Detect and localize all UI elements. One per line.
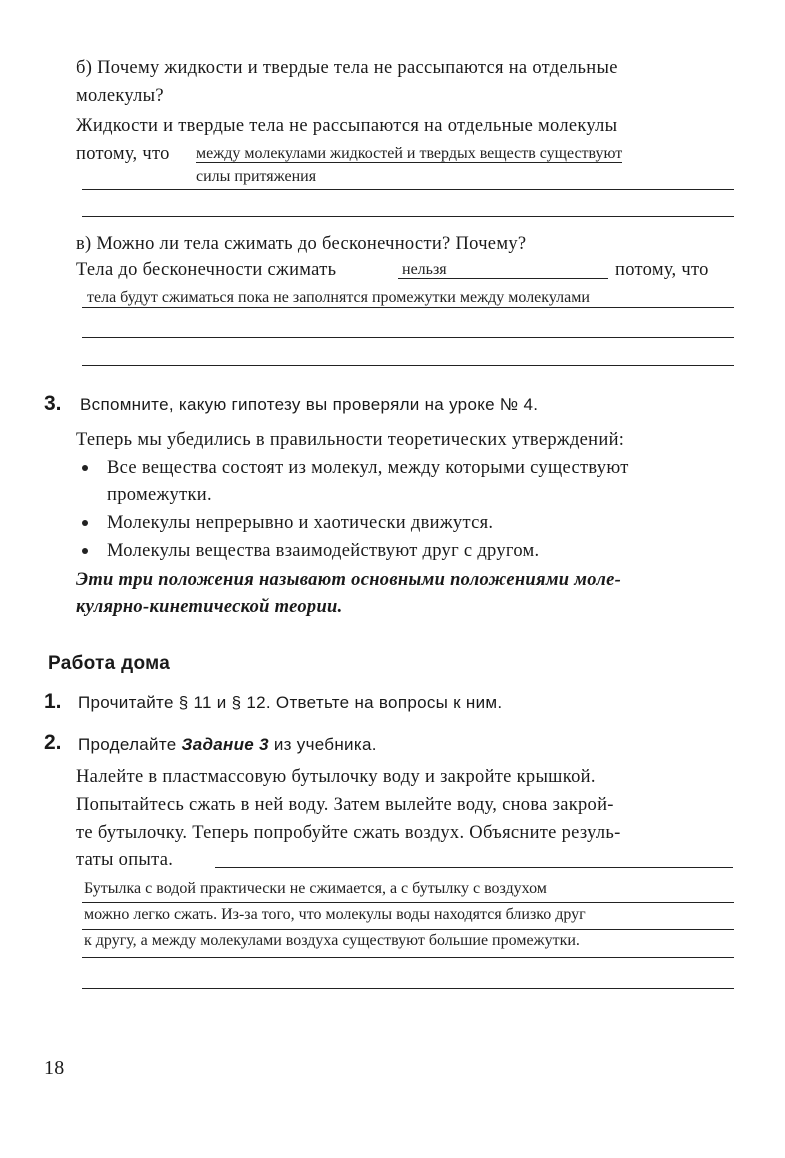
answer-line [82,307,734,308]
homework-answer[interactable]: Бутылка с водой практически не сжимается, а с бутылку с воздухом [84,880,547,897]
question-v-prompt-cont: потому, что [615,260,709,280]
homework-item [78,734,377,756]
answer-line [82,216,734,217]
homework-item: Прочитайте § 11 и § 12. Ответьте на вопросы к ним. [78,693,503,712]
homework-item-number: 2. [44,731,62,754]
task-title: Вспомните, какую гипотезу вы проверяли на уроке № 4. [80,395,539,414]
homework-item-suffix: из учебника. [273,735,377,754]
instruction-text: Попытайтесь сжать в ней воду. Затем вылейте воду, снова закрой- [76,795,614,815]
answer-line [82,988,734,989]
question-b-text: б) Почему жидкости и твердые тела не рассыпаются на отдельные [76,58,618,78]
question-b-answer-cont[interactable]: силы притяжения [196,168,317,185]
bullet-item-cont: промежутки. [107,485,212,505]
question-b-prompt: Жидкости и твердые тела не рассыпаются на отдельные молекулы [76,116,618,136]
bullet-icon [82,465,88,471]
question-b-prompt-cont: потому, что [76,144,170,164]
question-b-text-cont: молекулы? [76,86,164,106]
homework-heading: Работа дома [48,653,171,674]
answer-line [215,867,733,868]
conclusion-text: Эти три положения называют основными положениями моле- [76,570,622,590]
question-v-text: в) Можно ли тела сжимать до бесконечности? Почему? [76,234,527,254]
instruction-text: Налейте в пластмассовую бутылочку воду и закройте крышкой. [76,767,596,787]
homework-answer[interactable]: к другу, а между молекулами воздуха существуют большие промежутки. [84,932,580,949]
bullet-item: Молекулы вещества взаимодействуют друг с другом. [107,541,540,561]
task-number: 3. [44,392,62,415]
bullet-icon [82,548,88,554]
conclusion-text-cont: кулярно-кинетической теории. [76,597,343,617]
instruction-text: таты опыта. [76,850,174,870]
answer-line [82,902,734,903]
bullet-item: Молекулы непрерывно и хаотически движутся. [107,513,494,533]
instruction-text: те бутылочку. Теперь попробуйте сжать воздух. Объясните резуль- [76,823,621,843]
answer-line [82,189,734,190]
answer-line [82,337,734,338]
homework-item-prefix: Проделайте [78,735,177,754]
question-v-prompt: Тела до бесконечности сжимать [76,260,337,280]
question-v-answer[interactable]: тела будут сжиматься пока не заполнятся промежутки между молекулами [87,289,590,306]
answer-line [398,278,608,279]
answer-line [82,365,734,366]
textbook-task-ref: Задание 3 [181,735,269,754]
question-v-short-answer[interactable]: нельзя [402,261,447,278]
answer-text: между молекулами жидкостей и твердых веществ существуют [196,145,623,162]
bullet-item: Все вещества состоят из молекул, между которыми существуют [107,458,629,478]
bullet-icon [82,520,88,526]
homework-answer[interactable]: можно легко сжать. Из-за того, что молекулы воды находятся близко друг [84,906,586,923]
page-number: 18 [44,1057,65,1079]
homework-item-number: 1. [44,690,62,713]
task-intro: Теперь мы убедились в правильности теоретических утверждений: [76,430,625,450]
answer-line [82,957,734,958]
question-b-answer[interactable] [196,143,622,165]
